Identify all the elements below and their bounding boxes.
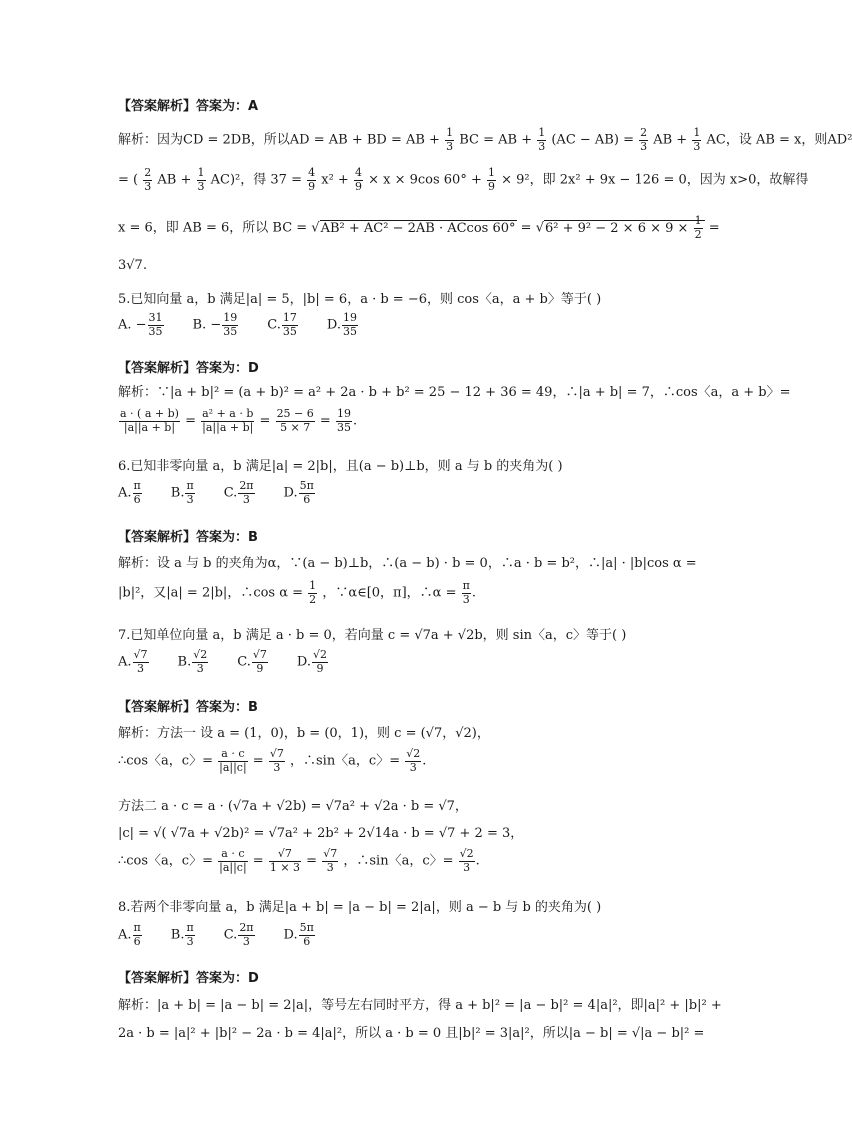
choice-label: C.	[223, 485, 238, 501]
fraction: $\frac{√2}{3}$	[406, 747, 421, 774]
fraction: $\frac{√2}{9}$	[312, 648, 327, 675]
solution-7-line-2: ∴cos〈a，c〉= $\frac{a \cdot c}{|a||c|}$ = $\frac{√7}{3}$ ，∴sin〈a，c〉= $\frac{√2}{3}$ .	[118, 747, 427, 774]
choice-option	[193, 312, 240, 338]
question-5: 5.已知向量 a，b 满足|a| = 5，|b| = 6，a · b = −6，则 cos〈a，a + b〉等于( )	[118, 292, 602, 307]
solution-5-line-2: $\frac{a \cdot ( a + b)}{|a||a + b|}$ = $\frac{\text{a² + a · b}}{|a||a + b|}$ = $\frac{25 - 6}{5 \times 7}$ = $\frac{19}{35}$ .	[120, 407, 358, 434]
solution-4-line-1: 解析：因为CD = 2DB，所以AD = AB + BD = AB + $\frac{1}{3}$ BC = AB + $\frac{1}{3}$ (AC − AB) = $\frac{2}{3}$ AB + $\frac{1}{3}$ AC，设 AB = x，则AD²	[118, 126, 852, 153]
question-8: 8.若两个非零向量 a，b 满足|a + b| = |a − b| = 2|a|，则 a − b 与 b 的夹角为( )	[118, 900, 602, 915]
choice-label: A.	[118, 485, 132, 501]
fraction: $\frac{√7}{3}$	[323, 847, 338, 874]
fraction: $\frac{\pi}{3}$	[186, 921, 194, 948]
question-7-choices	[118, 649, 357, 675]
choice-option	[171, 480, 196, 506]
solution-7-line-4: |c| = √( √7a + √2b)² = √7a² + 2b² + 2√14a · b = √7 + 2 = 3，	[118, 826, 524, 841]
fraction: $\frac{1}{2}$	[309, 579, 317, 606]
choice-option	[118, 649, 150, 675]
choice-option	[284, 922, 316, 948]
fraction: $\frac{31}{35}$	[148, 311, 163, 338]
choice-label: C.	[237, 654, 251, 670]
choice-option	[118, 480, 143, 506]
answer-header-5: 【答案解析】答案为：D	[118, 361, 259, 376]
fraction: $\frac{a \cdot c}{|a||c|}$	[219, 847, 247, 874]
fraction: $\frac{1}{3}$	[197, 166, 205, 193]
choice-option	[284, 480, 316, 506]
fraction: $\frac{17}{35}$	[282, 311, 297, 338]
choice-option	[237, 649, 269, 675]
choice-label: A. −	[118, 317, 147, 333]
solution-7-line-3: 方法二 a · c = a · (√7a + √2b) = √7a² + √2a · b = √7，	[118, 799, 468, 814]
question-5-choices	[118, 312, 387, 338]
fraction: $\frac{\text{a² + a · b}}{|a||a + b|}$	[202, 407, 254, 434]
fraction: $\frac{√2}{3}$	[193, 648, 208, 675]
solution-8-line-2: 2a · b = |a|² + |b|² − 2a · b = 4|a|²，所以 a · b = 0 且|b|² = 3|a|²，所以|a − b| = √|a − b|² =	[118, 1026, 705, 1041]
answer-header-7: 【答案解析】答案为：B	[118, 700, 258, 715]
solution-8-line-1: 解析：|a + b| = |a − b| = 2|a|，等号左右同时平方，得 a + b|² = |a − b|² = 4|a|²，即|a|² + |b|² +	[118, 998, 722, 1013]
question-6-choices	[118, 480, 344, 506]
solution-4-line-2: = ( $\frac{2}{3}$ AB + $\frac{1}{3}$ AC)²，得 37 = $\frac{4}{9}$ x² + $\frac{4}{9}$ × x × 9cos 60° + $\frac{1}{9}$ × 9²，即 2x² + 9x − 126 = 0，因为 x>0，故解得	[118, 166, 809, 193]
fraction: $\frac{1}{3}$	[693, 126, 701, 153]
fraction: $\frac{\pi}{3}$	[462, 579, 470, 606]
fraction: $\frac{2}{3}$	[640, 126, 648, 153]
answer-header-6: 【答案解析】答案为：B	[118, 530, 258, 545]
choice-label: A.	[118, 654, 132, 670]
fraction: $\frac{5\pi}{6}$	[299, 921, 314, 948]
fraction: $\frac{a \cdot c}{|a||c|}$	[219, 747, 247, 774]
choice-label: D.	[283, 485, 298, 501]
solution-4-line-4: 3√7.	[118, 258, 147, 273]
choice-label: D.	[326, 317, 341, 333]
fraction: $\frac{19}{35}$	[342, 311, 357, 338]
fraction: $\frac{√7}{1 \times 3}$	[269, 847, 301, 874]
fraction: $\frac{19}{35}$	[223, 311, 238, 338]
fraction: $\frac{√7}{3}$	[269, 747, 284, 774]
choice-option	[224, 922, 256, 948]
fraction: $\frac{2\pi}{3}$	[239, 479, 254, 506]
choice-label: C.	[267, 317, 281, 333]
choice-label: B.	[177, 654, 192, 670]
fraction: $\frac{1}{3}$	[538, 126, 546, 153]
solution-6-line-1: 解析：设 a 与 b 的夹角为α，∵(a − b)⊥b，∴(a − b) · b = 0，∴a · b = b²，∴|a| · |b|cos α =	[118, 556, 697, 571]
choice-option	[267, 312, 299, 338]
fraction: $\frac{1}{3}$	[446, 126, 454, 153]
fraction: $\frac{√2}{3}$	[459, 847, 474, 874]
question-8-choices	[118, 922, 344, 948]
fraction: $\frac{4}{9}$	[308, 166, 316, 193]
fraction: $\frac{2\pi}{3}$	[239, 921, 254, 948]
solution-4-line-3: x = 6，即 AB = 6，所以 BC = √AB² + AC² − 2AB · ACcos 60° = √6² + 9² − 2 × 6 × 9 × $\frac{1}{2}$ =	[118, 214, 720, 241]
choice-label: B.	[170, 927, 185, 943]
fraction: $\frac{25 - 6}{5 \times 7}$	[276, 407, 314, 434]
answer-header-8: 【答案解析】答案为：D	[118, 971, 259, 986]
fraction: $\frac{a \cdot ( a + b)}{|a||a + b|}$	[120, 407, 179, 434]
solution-6-line-2: |b|²，又|a| = 2|b|，∴cos α = $\frac{1}{2}$ ，∵α∈[0，π]，∴α = $\frac{\pi}{3}$ .	[118, 579, 476, 606]
fraction: $\frac{2}{3}$	[144, 166, 152, 193]
choice-option	[118, 312, 165, 338]
choice-label: A.	[118, 927, 132, 943]
question-6: 6.已知非零向量 a，b 满足|a| = 2|b|，且(a − b)⊥b，则 a 与 b 的夹角为( )	[118, 459, 563, 474]
choice-option	[171, 922, 196, 948]
fraction: $\frac{\pi}{6}$	[133, 479, 141, 506]
choice-option	[327, 312, 359, 338]
choice-option	[118, 922, 143, 948]
question-7: 7.已知单位向量 a，b 满足 a · b = 0，若向量 c = √7a + √2b，则 sin〈a，c〉等于( )	[118, 628, 627, 643]
fraction: $\frac{\pi}{3}$	[186, 479, 194, 506]
choice-option	[178, 649, 210, 675]
fraction: $\frac{√7}{9}$	[252, 648, 267, 675]
solution-5-line-1: 解析：∵|a + b|² = (a + b)² = a² + 2a · b + b² = 25 − 12 + 36 = 49，∴|a + b| = 7，∴cos〈a，a + b〉=	[118, 385, 791, 400]
fraction: $\frac{√7}{3}$	[133, 648, 148, 675]
choice-option	[224, 480, 256, 506]
solution-7-line-1: 解析：方法一 设 a = (1，0)，b = (0，1)，则 c = (√7，√2)，	[118, 726, 490, 741]
choice-label: B. −	[192, 317, 222, 333]
fraction: $\frac{1}{9}$	[487, 166, 495, 193]
choice-label: D.	[283, 927, 298, 943]
fraction: $\frac{5\pi}{6}$	[299, 479, 314, 506]
choice-label: D.	[296, 654, 311, 670]
solution-7-line-5: ∴cos〈a，c〉= $\frac{a \cdot c}{|a||c|}$ = $\frac{√7}{1 \times 3}$ = $\frac{√7}{3}$ ，∴sin〈a，c〉= $\frac{√2}{3}$ .	[118, 847, 480, 874]
fraction: $\frac{1}{2}$	[694, 214, 702, 241]
answer-header-4: 【答案解析】答案为：A	[118, 99, 259, 114]
choice-label: B.	[170, 485, 185, 501]
fraction: $\frac{4}{9}$	[354, 166, 362, 193]
choice-label: C.	[223, 927, 238, 943]
choice-option	[297, 649, 329, 675]
fraction: $\frac{\pi}{6}$	[133, 921, 141, 948]
fraction: $\frac{19}{35}$	[336, 407, 351, 434]
